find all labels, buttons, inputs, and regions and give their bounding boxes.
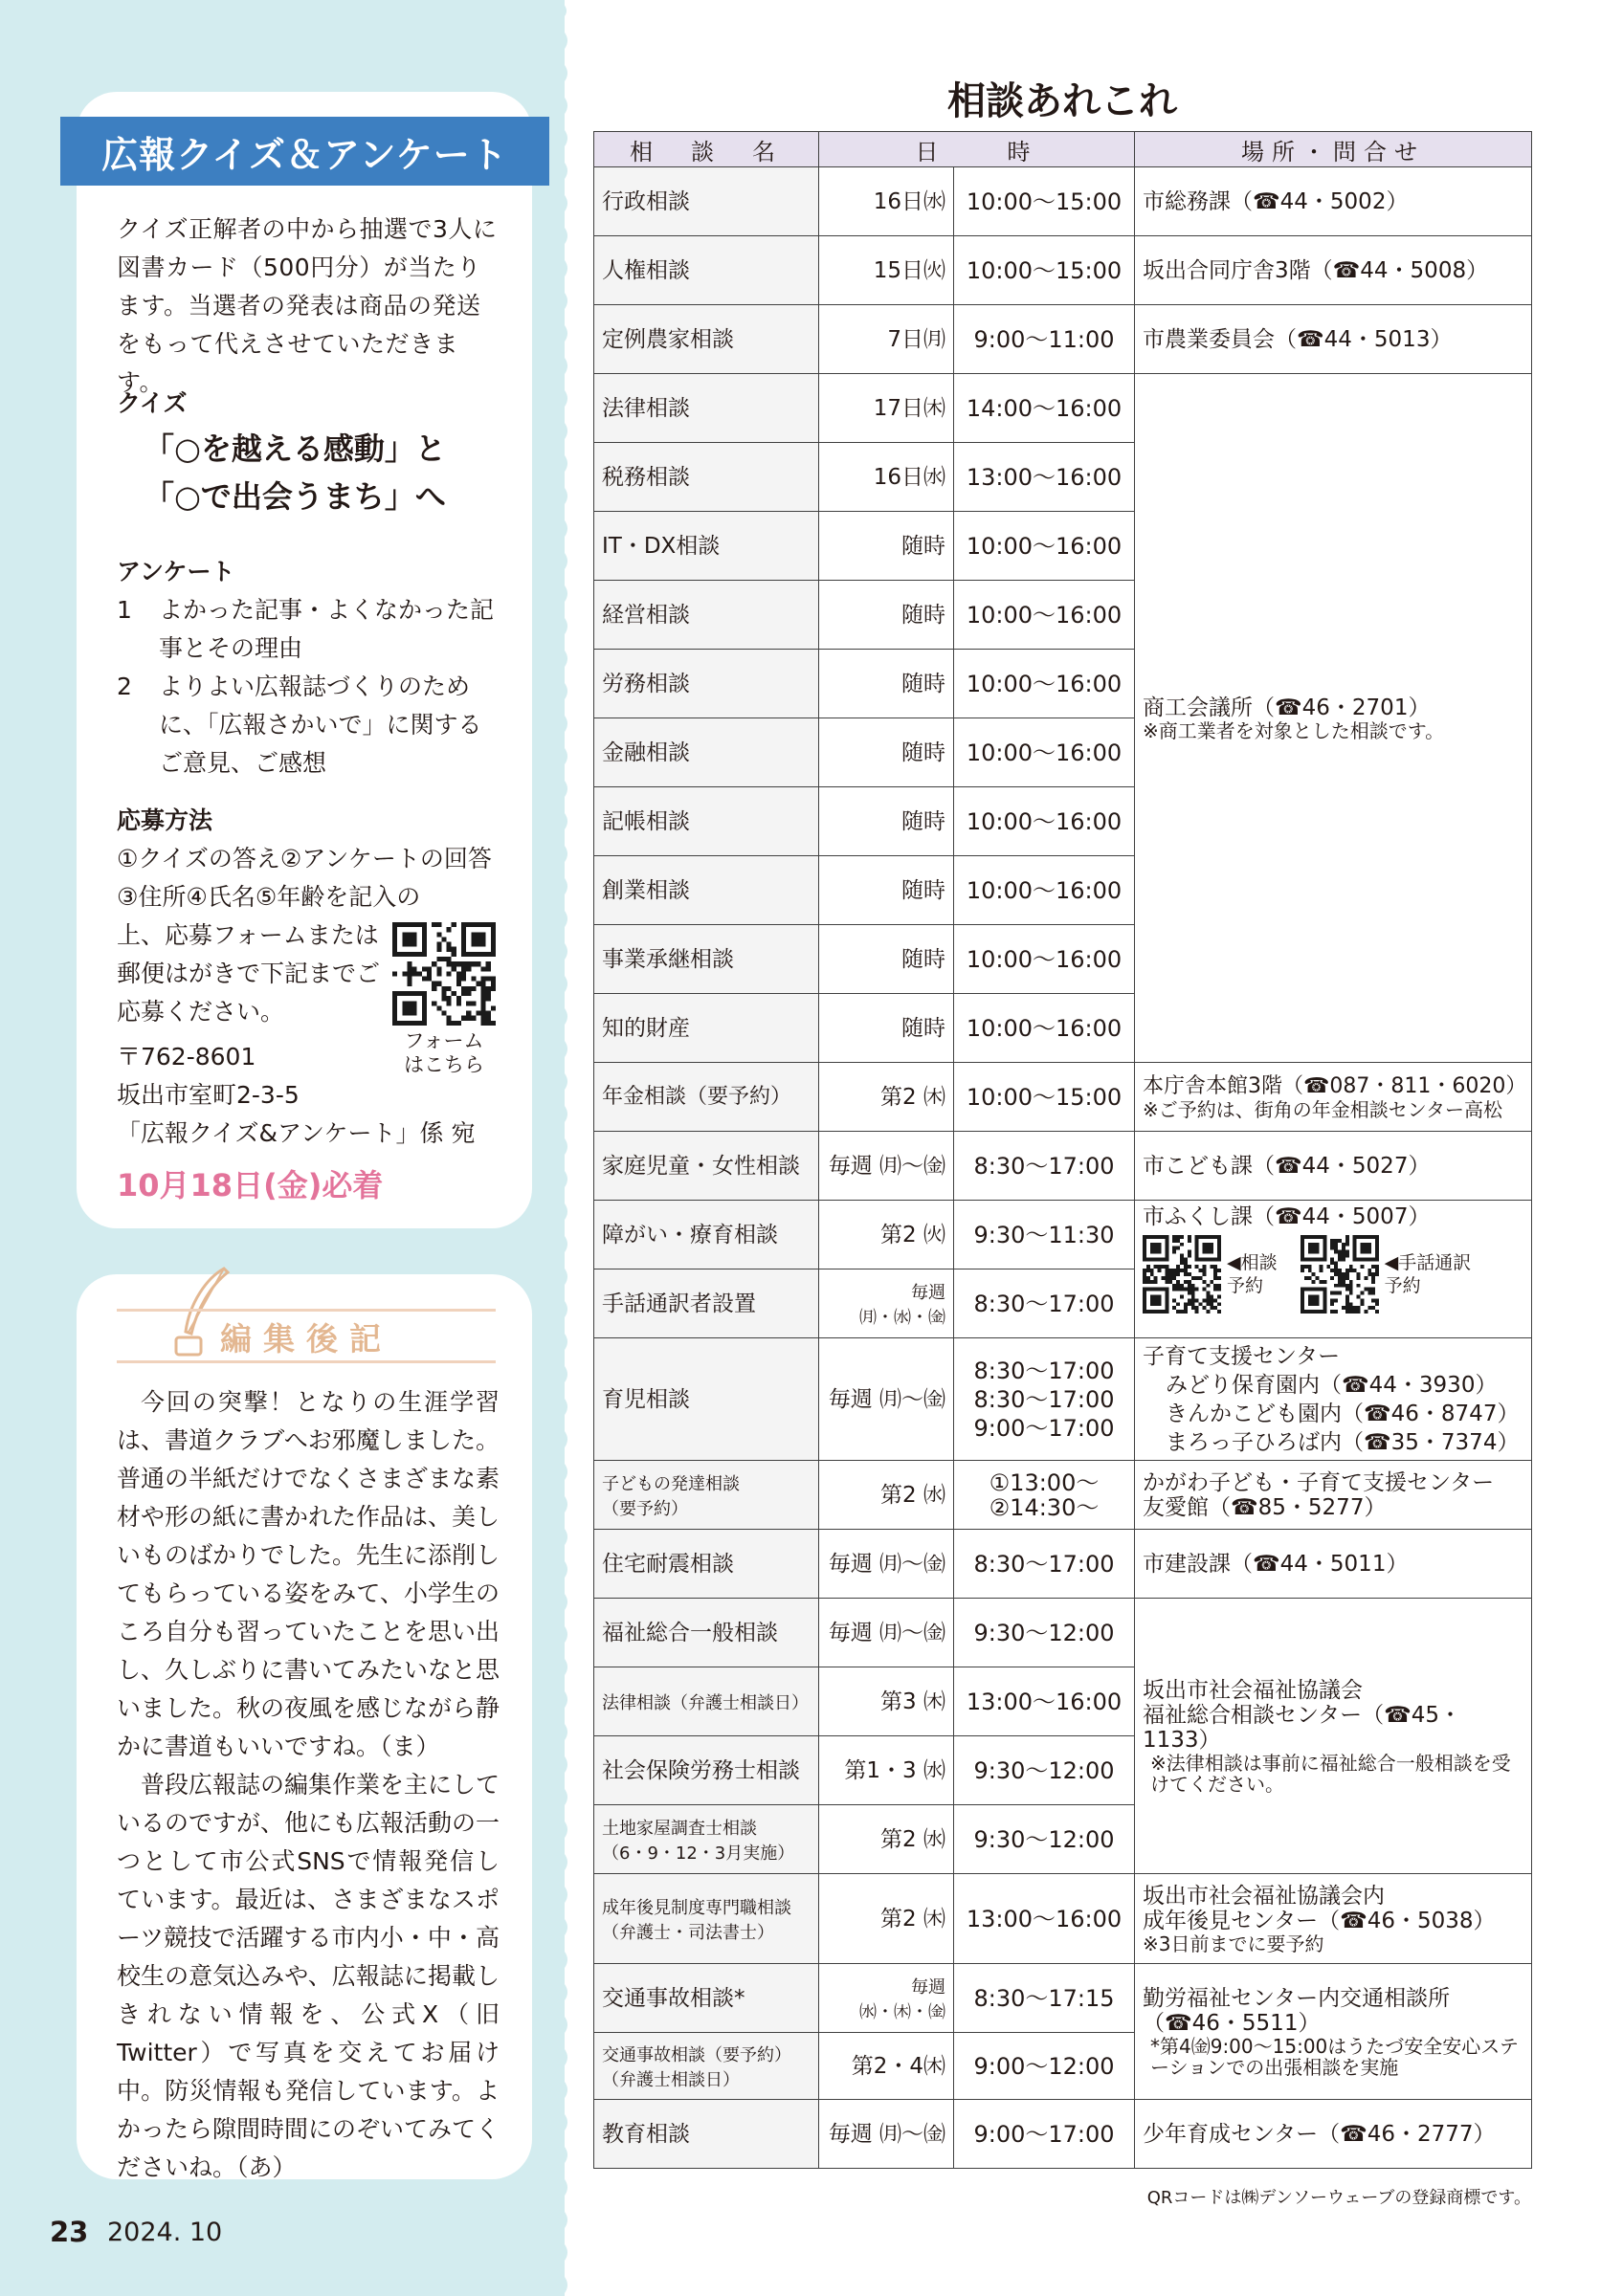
cell-text: 成年後見制度専門職相談 （弁護士・司法書士）	[602, 1897, 791, 1943]
cell-text: 子どもの発達相談 （要予約）	[602, 1473, 740, 1519]
survey-item-text: よりよい広報誌づくりのために、「広報さかいで」に関するご意見、ご感想	[159, 673, 482, 777]
consult-day-cell	[819, 1805, 954, 1874]
consult-name-cell	[594, 1201, 819, 1269]
consult-day-cell	[819, 856, 954, 925]
consult-time-cell	[954, 581, 1135, 650]
department: 「広報クイズ&アンケート」係 宛	[117, 1119, 476, 1147]
consult-time-cell	[954, 167, 1135, 236]
cell-text: 8:30～17:00	[973, 1290, 1115, 1317]
cell-text: 金融相談	[602, 740, 690, 765]
consult-time-cell	[954, 374, 1135, 443]
consult-name-cell	[594, 1461, 819, 1530]
cell-text: 知的財産	[602, 1015, 690, 1041]
consult-time-cell	[954, 1736, 1135, 1805]
cell-text: 年金相談（要予約）	[602, 1085, 792, 1109]
apply-text-line2: 上、応募フォームまたは郵便はがきで下記までご応募ください。	[117, 921, 381, 1026]
consult-day-cell	[819, 1667, 954, 1736]
consult-name-cell	[594, 1530, 819, 1599]
consult-time-cell	[954, 1599, 1135, 1667]
cell-text: 16日㈬	[873, 188, 945, 214]
consult-row	[594, 236, 1532, 305]
consult-time-cell	[954, 650, 1135, 718]
editor-note-title: 編集後記	[220, 1320, 392, 1358]
issue-date: 2024. 10	[107, 2218, 223, 2247]
cell-text: 法律相談	[602, 1692, 671, 1713]
consult-place-cell	[1135, 374, 1532, 1063]
cell-text: 随時	[901, 1015, 945, 1041]
consult-row	[594, 1132, 1532, 1201]
consult-day-cell	[819, 2100, 954, 2169]
survey-item	[117, 668, 500, 783]
consult-time-cell	[954, 1269, 1135, 1338]
cell-text: 10:00～16:00	[966, 739, 1123, 766]
cell-text: 交通事故相談（要予約） （弁護士相談日）	[602, 2044, 791, 2090]
cell-text: 事業承継相談	[602, 946, 734, 972]
consult-name-cell	[594, 787, 819, 856]
consult-place-cell	[1135, 236, 1532, 305]
cell-text: 7日㈪	[887, 326, 945, 352]
consult-day-cell	[819, 443, 954, 512]
cell-text: 毎週 ㈪～㈮	[828, 1620, 945, 1645]
consult-day-cell	[819, 1964, 954, 2033]
place-note: ※ご予約は、街角の年金相談センター高松	[1143, 1097, 1502, 1121]
place-text: 坂出合同庁舎3階（☎44・5008）	[1143, 257, 1489, 283]
cell-text: ①13:00～ ②14:30～	[989, 1468, 1100, 1521]
consult-name-cell	[594, 581, 819, 650]
place-text: 商工会議所（☎46・2701）	[1143, 695, 1431, 720]
consult-time-cell	[954, 1805, 1135, 1874]
consult-time-cell	[954, 1338, 1135, 1461]
cell-text: 9:30～11:30	[973, 1221, 1115, 1248]
consult-day-cell	[819, 236, 954, 305]
cell-text: 随時	[901, 533, 945, 559]
consult-name-cell	[594, 1063, 819, 1132]
cell-text: 10:00～15:00	[966, 1083, 1123, 1111]
cell-text: 記帳相談	[602, 808, 690, 834]
consult-time-cell	[954, 718, 1135, 787]
consult-day-cell	[819, 1338, 954, 1461]
cell-text: 第2 ㈫	[880, 1222, 945, 1247]
wavy-edge	[553, 0, 576, 2296]
cell-text: 第2 ㈭	[880, 1906, 945, 1932]
cell-text: 第1・3 ㈬	[844, 1757, 945, 1783]
editor-title-rule-bottom	[117, 1360, 496, 1363]
cell-text: 毎週 ㈪～㈮	[828, 1153, 945, 1179]
consult-name-cell	[594, 650, 819, 718]
consult-time-cell	[954, 2100, 1135, 2169]
cell-text: 第2・4㈭	[851, 2053, 945, 2079]
cell-text: IT・DX相談	[602, 533, 721, 559]
consult-name-cell	[594, 1338, 819, 1461]
consult-name-cell	[594, 994, 819, 1063]
cell-text: 10:00～16:00	[966, 807, 1123, 835]
consult-name-cell	[594, 1132, 819, 1201]
place-text: まろっ子ひろば内（☎35・7374）	[1166, 1429, 1520, 1455]
consult-name-cell	[594, 925, 819, 994]
cell-text: 第3 ㈭	[880, 1689, 945, 1714]
page-number: 23	[50, 2216, 89, 2248]
cell-text: 社会保険労務士相談	[602, 1757, 800, 1783]
consult-name-cell	[594, 167, 819, 236]
cell-text: 経営相談	[602, 602, 690, 628]
place-text: （☎46・5511）	[1143, 2010, 1321, 2036]
consult-name-cell	[594, 374, 819, 443]
consult-day-cell	[819, 512, 954, 581]
consult-day-cell	[819, 1874, 954, 1964]
consult-name-cell	[594, 1667, 819, 1736]
consult-day-cell	[819, 994, 954, 1063]
consult-name-cell	[594, 1874, 819, 1964]
cell-text: 16日㈬	[873, 464, 945, 490]
place-text: 市農業委員会（☎44・5013）	[1143, 326, 1453, 352]
consult-place-cell	[1135, 305, 1532, 374]
cell-text: 毎週 ㈬・㈭・㈮	[859, 1976, 945, 2022]
cell-text: 8:30～17:00	[973, 1152, 1115, 1180]
cell-text: 10:00～16:00	[966, 601, 1123, 629]
sign-language-qr-code[interactable]	[1301, 1235, 1379, 1314]
place-text: 市建設課（☎44・5011）	[1143, 1551, 1409, 1577]
header-place: 場所・問合せ	[1135, 132, 1532, 167]
consult-time-cell	[954, 305, 1135, 374]
editor-paragraph: 今回の突撃！となりの生涯学習は、書道クラブへお邪魔しました。普通の半紙だけでなくさまざまな素材や形の紙に書かれた作品は、美しいものばかりでした。先生に添削してもらっている姿をみて、小学生のころ自分も習っていたことを思い出し、久しぶりに書いてみたいなと思いました。秋の夜風を感じながら静かに書道もいいですね。（ま）	[117, 1388, 500, 1760]
consult-time-cell	[954, 1132, 1135, 1201]
table-title: 相談あれこれ	[947, 79, 1177, 123]
cell-text: 10:00～16:00	[966, 945, 1123, 973]
consult-name-cell	[594, 2100, 819, 2169]
consult-name-cell	[594, 2033, 819, 2100]
consult-place-cell	[1135, 2100, 1532, 2169]
consult-time-cell	[954, 1874, 1135, 1964]
cell-text: 13:00～16:00	[966, 1905, 1123, 1932]
cell-text: 土地家屋調査士相談 （6・9・12・3月実施）	[602, 1818, 795, 1864]
place-text: 子育て支援センター	[1143, 1343, 1341, 1369]
survey-item	[117, 591, 500, 668]
cell-text: 第2 ㈬	[880, 1482, 945, 1508]
editor-paragraph: 普段広報誌の編集作業を主にしているのですが、他にも広報活動の一つとして市公式SNSで情報発信しています。最近は、さまざまなスポーツ競技で活躍する市内小・中・高校生の意気込みや、広報誌に掲載しきれない情報を、公式X（旧Twitter）で写真を交えてお届け中。防災情報も発信しています。よかったら隙間時間にのぞいてみてくださいね。（あ）	[117, 1771, 500, 2181]
consult-row	[594, 1874, 1532, 1964]
cell-text: 創業相談	[602, 877, 690, 903]
consult-name-cell	[594, 1736, 819, 1805]
consult-time-cell	[954, 2033, 1135, 2100]
form-qr-code[interactable]	[392, 922, 496, 1026]
consult-reservation-qr-code[interactable]	[1143, 1235, 1221, 1314]
consult-place-cell	[1135, 1201, 1532, 1338]
consult-place-cell	[1135, 1461, 1532, 1530]
table-header-row	[594, 132, 1532, 167]
editor-title-rule-top	[117, 1309, 496, 1312]
consult-time-cell	[954, 787, 1135, 856]
consult-row	[594, 167, 1532, 236]
consult-time-cell	[954, 1667, 1135, 1736]
cell-text: 労務相談	[602, 671, 690, 696]
place-text: 少年育成センター（☎46・2777）	[1143, 2121, 1496, 2147]
consult-row	[594, 2100, 1532, 2169]
form-qr-label: フォーム はこちら	[404, 1029, 484, 1076]
deadline: 10月18日(金)必着	[117, 1167, 384, 1203]
place-text: 友愛館（☎85・5277）	[1143, 1494, 1387, 1520]
place-text: 市こども課（☎44・5027）	[1143, 1153, 1431, 1179]
consult-row	[594, 1530, 1532, 1599]
consult-place-cell	[1135, 1599, 1532, 1874]
consult-day-cell	[819, 650, 954, 718]
consult-time-cell	[954, 994, 1135, 1063]
place-text: 坂出市社会福祉協議会内	[1143, 1883, 1385, 1909]
consult-time-cell	[954, 1461, 1135, 1530]
qr-label: ◀相談 予約	[1227, 1252, 1278, 1296]
cell-text: 9:30～12:00	[973, 1619, 1115, 1646]
survey-item-number: 2	[117, 673, 132, 700]
consult-row	[594, 374, 1532, 443]
cell-text: 9:30～12:00	[973, 1756, 1115, 1784]
header-name: 相 談 名	[594, 132, 819, 167]
cell-text: 教育相談	[602, 2121, 690, 2147]
header-datetime: 日 時	[819, 132, 1135, 167]
cell-text: 家庭児童・女性相談	[602, 1153, 800, 1179]
consult-day-cell	[819, 1063, 954, 1132]
cell-text: 13:00～16:00	[966, 463, 1123, 491]
consult-place-cell	[1135, 1874, 1532, 1964]
cell-text: 随時	[901, 808, 945, 834]
consult-day-cell	[819, 1599, 954, 1667]
cell-text: 障がい・療育相談	[602, 1222, 778, 1247]
consult-name-cell	[594, 856, 819, 925]
cell-text: 9:00～17:00	[973, 2120, 1115, 2148]
consult-name-cell	[594, 1269, 819, 1338]
place-text: かがわ子ども・子育て支援センター	[1143, 1469, 1495, 1495]
place-note: ※商工業者を対象とした相談です。	[1143, 718, 1445, 742]
cell-text: 毎週 ㈪～㈮	[828, 1386, 945, 1412]
consult-row	[594, 1338, 1532, 1461]
place-text: 本庁舎本館3階（☎087・811・6020）	[1143, 1073, 1527, 1098]
cell-text: 随時	[901, 877, 945, 903]
consult-time-cell	[954, 512, 1135, 581]
cell-text: 行政相談	[602, 188, 690, 214]
quiz-banner: 広報クイズ＆アンケート	[60, 117, 549, 186]
cell-text: 9:00～11:00	[973, 325, 1115, 353]
cell-text: 10:00～15:00	[966, 256, 1123, 284]
cell-text: 毎週 ㈪・㈬・㈮	[859, 1282, 945, 1328]
cell-text: 15日㈫	[873, 257, 945, 283]
consult-row	[594, 1461, 1532, 1530]
apply-heading: 応募方法	[117, 806, 213, 834]
cell-text: 交通事故相談*	[602, 1985, 745, 2011]
consult-day-cell	[819, 718, 954, 787]
consult-day-cell	[819, 167, 954, 236]
consult-day-cell	[819, 1461, 954, 1530]
consult-place-cell	[1135, 167, 1532, 236]
consult-time-cell	[954, 236, 1135, 305]
qr-reservation-row	[1143, 1235, 1523, 1314]
address: 坂出市室町2-3-5	[117, 1081, 300, 1109]
consult-time-cell	[954, 1201, 1135, 1269]
cell-text: 10:00～16:00	[966, 876, 1123, 904]
place-text: 坂出市社会福祉協議会	[1143, 1677, 1363, 1703]
consultation-table	[593, 131, 1532, 2169]
place-text: きんかこども園内（☎46・8747）	[1166, 1401, 1520, 1426]
quiz-intro-text: クイズ正解者の中から抽選で3人に図書カード（500円分）が当たります。当選者の発表は商品の発送をもって代えさせていただきます。	[117, 215, 498, 396]
quiz-question-line1: 「○を越える感動」と	[144, 430, 446, 467]
cell-text: 随時	[901, 946, 945, 972]
editor-note-text	[117, 1383, 500, 2187]
consult-day-cell	[819, 1269, 954, 1338]
cell-text: 8:30～17:00	[973, 1550, 1115, 1578]
consult-row	[594, 1201, 1532, 1269]
qr-trademark-note: QRコードは㈱デンソーウェーブの登録商標です。	[1146, 2188, 1531, 2208]
consult-time-cell	[954, 1964, 1135, 2033]
consult-day-cell	[819, 2033, 954, 2100]
cell-subtext: （弁護士相談日）	[671, 1692, 809, 1713]
consult-day-cell	[819, 787, 954, 856]
consult-day-cell	[819, 1132, 954, 1201]
cell-text: 住宅耐震相談	[602, 1551, 734, 1577]
survey-heading: アンケート	[117, 558, 235, 585]
place-text: みどり保育園内（☎44・3930）	[1166, 1372, 1498, 1398]
cell-text: 随時	[901, 740, 945, 765]
consult-time-cell	[954, 443, 1135, 512]
place-text: 市総務課（☎44・5002）	[1143, 188, 1409, 214]
place-text: 福祉総合相談センター（☎45・1133）	[1143, 1702, 1461, 1753]
cell-text: 毎週 ㈪～㈮	[828, 1551, 945, 1577]
consult-day-cell	[819, 1736, 954, 1805]
consult-day-cell	[819, 925, 954, 994]
place-note: ※法律相談は事前に福祉総合一般相談を受けてください。	[1150, 1751, 1511, 1796]
apply-text-line1: ①クイズの答え②アンケートの回答③住所④氏名⑤年齢を記入の	[117, 845, 492, 911]
cell-text: 税務相談	[602, 464, 690, 490]
cell-text: 9:30～12:00	[973, 1825, 1115, 1853]
consult-day-cell	[819, 1530, 954, 1599]
place-text: 勤労福祉センター内交通相談所	[1143, 1985, 1451, 2011]
place-text: 市ふくし課（☎44・5007）	[1143, 1204, 1431, 1229]
cell-text: 8:30～17:15	[973, 1984, 1115, 2012]
consult-day-cell	[819, 1201, 954, 1269]
cell-text: 定例農家相談	[602, 326, 734, 352]
cell-text: 13:00～16:00	[966, 1688, 1123, 1715]
place-text: 成年後見センター（☎46・5038）	[1143, 1908, 1496, 1933]
cell-text: 毎週 ㈪～㈮	[828, 2121, 945, 2147]
survey-item-text: よかった記事・よくなかった記事とその理由	[159, 596, 495, 662]
postal-code: 〒762-8601	[117, 1043, 256, 1071]
consult-place-cell	[1135, 1063, 1532, 1132]
consult-place-cell	[1135, 1338, 1532, 1461]
consult-row	[594, 1964, 1532, 2033]
quiz-question-line2: 「○で出会うまち」へ	[144, 478, 446, 515]
cell-text: 第2 ㈭	[880, 1084, 945, 1110]
consult-name-cell	[594, 512, 819, 581]
consult-name-cell	[594, 1599, 819, 1667]
consult-name-cell	[594, 305, 819, 374]
consult-name-cell	[594, 1805, 819, 1874]
consult-row	[594, 305, 1532, 374]
consult-day-cell	[819, 581, 954, 650]
consult-day-cell	[819, 374, 954, 443]
cell-text: 17日㈭	[873, 395, 945, 421]
consult-place-cell	[1135, 1132, 1532, 1201]
cell-text: 第2 ㈬	[880, 1826, 945, 1852]
cell-text: 手話通訳者設置	[602, 1291, 756, 1316]
cell-text: 法律相談	[602, 395, 690, 421]
cell-text: 10:00～16:00	[966, 1014, 1123, 1042]
consult-day-cell	[819, 305, 954, 374]
place-note: ※3日前までに要予約	[1143, 1932, 1324, 1955]
consult-place-cell	[1135, 1964, 1532, 2100]
qr-label: ◀手話通訳 予約	[1384, 1252, 1472, 1296]
consult-name-cell	[594, 236, 819, 305]
cell-text: 10:00～16:00	[966, 670, 1123, 697]
consult-row	[594, 1599, 1532, 1667]
consult-time-cell	[954, 925, 1135, 994]
cell-text: 随時	[901, 602, 945, 628]
quiz-heading: クイズ	[117, 389, 188, 417]
consult-place-cell	[1135, 1530, 1532, 1599]
cell-text: 育児相談	[602, 1386, 690, 1412]
survey-item-number: 1	[117, 596, 132, 624]
cell-text: 8:30～17:00 8:30～17:00 9:00～17:00	[973, 1357, 1115, 1442]
place-note: *第4㈮9:00～15:00はうたづ安全安心ステーションでの出張相談を実施	[1150, 2034, 1519, 2079]
consult-time-cell	[954, 1530, 1135, 1599]
cell-text: 福祉総合一般相談	[602, 1620, 778, 1645]
consult-name-cell	[594, 718, 819, 787]
cell-text: 随時	[901, 671, 945, 696]
cell-text: 10:00～16:00	[966, 532, 1123, 560]
cell-text: 14:00～16:00	[966, 394, 1123, 422]
consult-row	[594, 1063, 1532, 1132]
cell-text: 9:00～12:00	[973, 2052, 1115, 2080]
consult-time-cell	[954, 1063, 1135, 1132]
consult-time-cell	[954, 856, 1135, 925]
cell-text: 10:00～15:00	[966, 188, 1123, 215]
consult-name-cell	[594, 1964, 819, 2033]
cell-text: 人権相談	[602, 257, 690, 283]
consult-name-cell	[594, 443, 819, 512]
